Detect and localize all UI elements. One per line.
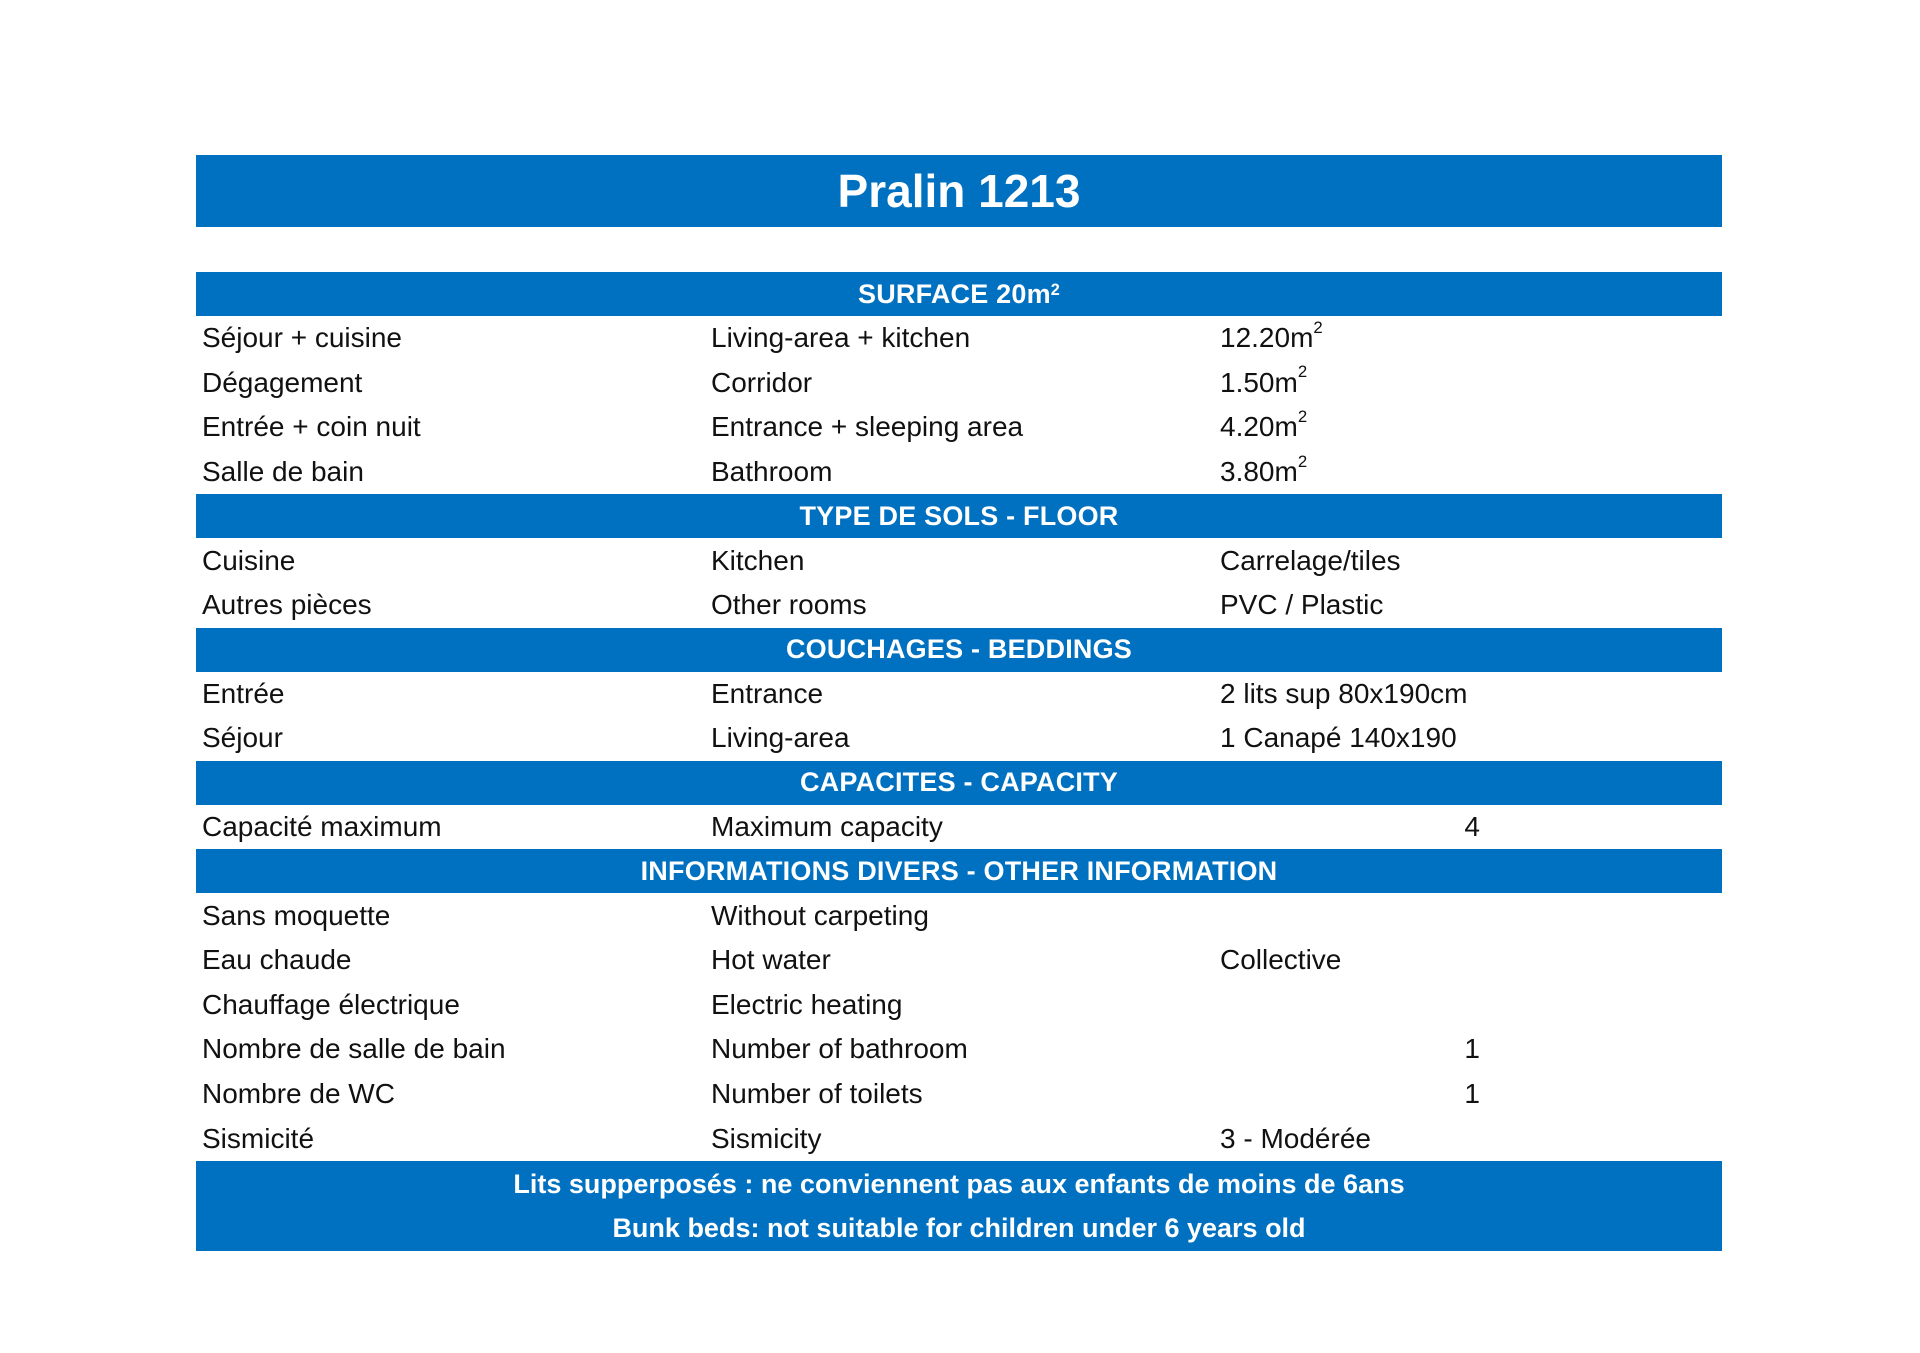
- cell-en: Corridor: [711, 366, 813, 398]
- cell-fr: Autres pièces: [202, 589, 372, 621]
- cell-value: 1 Canapé 140x190: [1220, 722, 1457, 754]
- cell-en: Sismicity: [711, 1122, 822, 1154]
- capacity-header-text: CAPACITES - CAPACITY: [799, 767, 1118, 798]
- cell-value: PVC / Plastic: [1220, 589, 1384, 621]
- table-row: [196, 450, 1722, 495]
- table-row: [196, 893, 1722, 938]
- cell-fr: Chauffage électrique: [202, 988, 460, 1020]
- cell-value: Collective: [1220, 944, 1342, 976]
- cell-fr: Salle de bain: [202, 456, 364, 488]
- section-header-floor: [196, 494, 1722, 538]
- cell-fr: Capacité maximum: [202, 811, 442, 843]
- cell-value: $3.80m^2$: [1220, 451, 1308, 488]
- section-header-surface: SURFACE 20m $^2$: [196, 272, 1722, 316]
- cell-fr: Sismicité: [202, 1122, 315, 1154]
- cell-en: Living-area + kitchen: [711, 322, 971, 354]
- cell-en: Hot water: [711, 944, 831, 976]
- title-text: Pralin 1213: [837, 165, 1081, 217]
- floor-header-text: TYPE DE SOLS - FLOOR: [799, 500, 1119, 531]
- table-row: [196, 583, 1722, 628]
- cell-en: Without carpeting: [711, 899, 929, 931]
- page-title: [196, 155, 1722, 227]
- table-row: [196, 983, 1722, 1028]
- cell-value: $1.50m^2$: [1220, 362, 1308, 398]
- table-row: [196, 1072, 1722, 1117]
- cell-en: Entrance + sleeping area: [711, 411, 1024, 443]
- cell-value: 4: [1464, 811, 1480, 843]
- cell-fr: Nombre de salle de bain: [202, 1033, 506, 1065]
- table-row: [196, 672, 1722, 717]
- cell-fr: Dégagement: [202, 366, 363, 398]
- cell-value: 1: [1464, 1078, 1480, 1110]
- table-row: [196, 805, 1722, 850]
- table-row: [196, 361, 1722, 406]
- info-sheet: [196, 272, 1722, 1251]
- cell-en: Kitchen: [711, 544, 805, 576]
- footer-line-en: Bunk beds: not suitable for children under 6 years old: [612, 1212, 1306, 1243]
- other-header-text: INFORMATIONS DIVERS - OTHER INFORMATION: [640, 855, 1278, 886]
- table-row: [196, 716, 1722, 761]
- table-row: [196, 938, 1722, 983]
- surface-header-text: SURFACE 20m: [858, 278, 1051, 309]
- cell-fr: Séjour + cuisine: [202, 322, 403, 354]
- cell-en: Living-area: [711, 722, 850, 754]
- cell-value: $12.20m^2$: [1220, 317, 1323, 354]
- cell-fr: Eau chaude: [202, 944, 352, 976]
- table-row: [196, 1116, 1722, 1161]
- cell-fr: Entrée + coin nuit: [202, 411, 421, 443]
- table-row: [196, 405, 1722, 450]
- table-row: [196, 1027, 1722, 1072]
- cell-value: Carrelage/tiles: [1220, 544, 1401, 576]
- table-row: [196, 316, 1722, 361]
- cell-en: Number of toilets: [711, 1078, 923, 1110]
- section-header-beddings: [196, 628, 1722, 672]
- cell-en: Maximum capacity: [711, 811, 943, 843]
- section-header-other: [196, 849, 1722, 893]
- cell-fr: Cuisine: [202, 544, 296, 576]
- cell-value: 1: [1464, 1033, 1480, 1065]
- cell-fr: Nombre de WC: [202, 1078, 395, 1110]
- cell-en: Electric heating: [711, 988, 903, 1020]
- cell-en: Bathroom: [711, 456, 833, 488]
- cell-en: Other rooms: [711, 589, 867, 621]
- cell-en: Entrance: [711, 677, 824, 709]
- cell-value: 3 - Modérée: [1220, 1122, 1371, 1154]
- beddings-header-text: COUCHAGES - BEDDINGS: [785, 634, 1133, 665]
- warning-footer: [196, 1161, 1722, 1251]
- table-row: [196, 538, 1722, 583]
- section-header-capacity: [196, 761, 1722, 805]
- footer-line-fr: Lits supperposés : ne conviennent pas aux enfants de moins de 6ans: [513, 1168, 1405, 1199]
- cell-value: $4.20m^2$: [1220, 406, 1308, 443]
- cell-fr: Séjour: [202, 722, 283, 754]
- cell-fr: Entrée: [202, 677, 285, 709]
- cell-en: Number of bathroom: [711, 1033, 968, 1065]
- cell-fr: Sans moquette: [202, 899, 391, 931]
- cell-value: 2 lits sup 80x190cm: [1220, 677, 1468, 709]
